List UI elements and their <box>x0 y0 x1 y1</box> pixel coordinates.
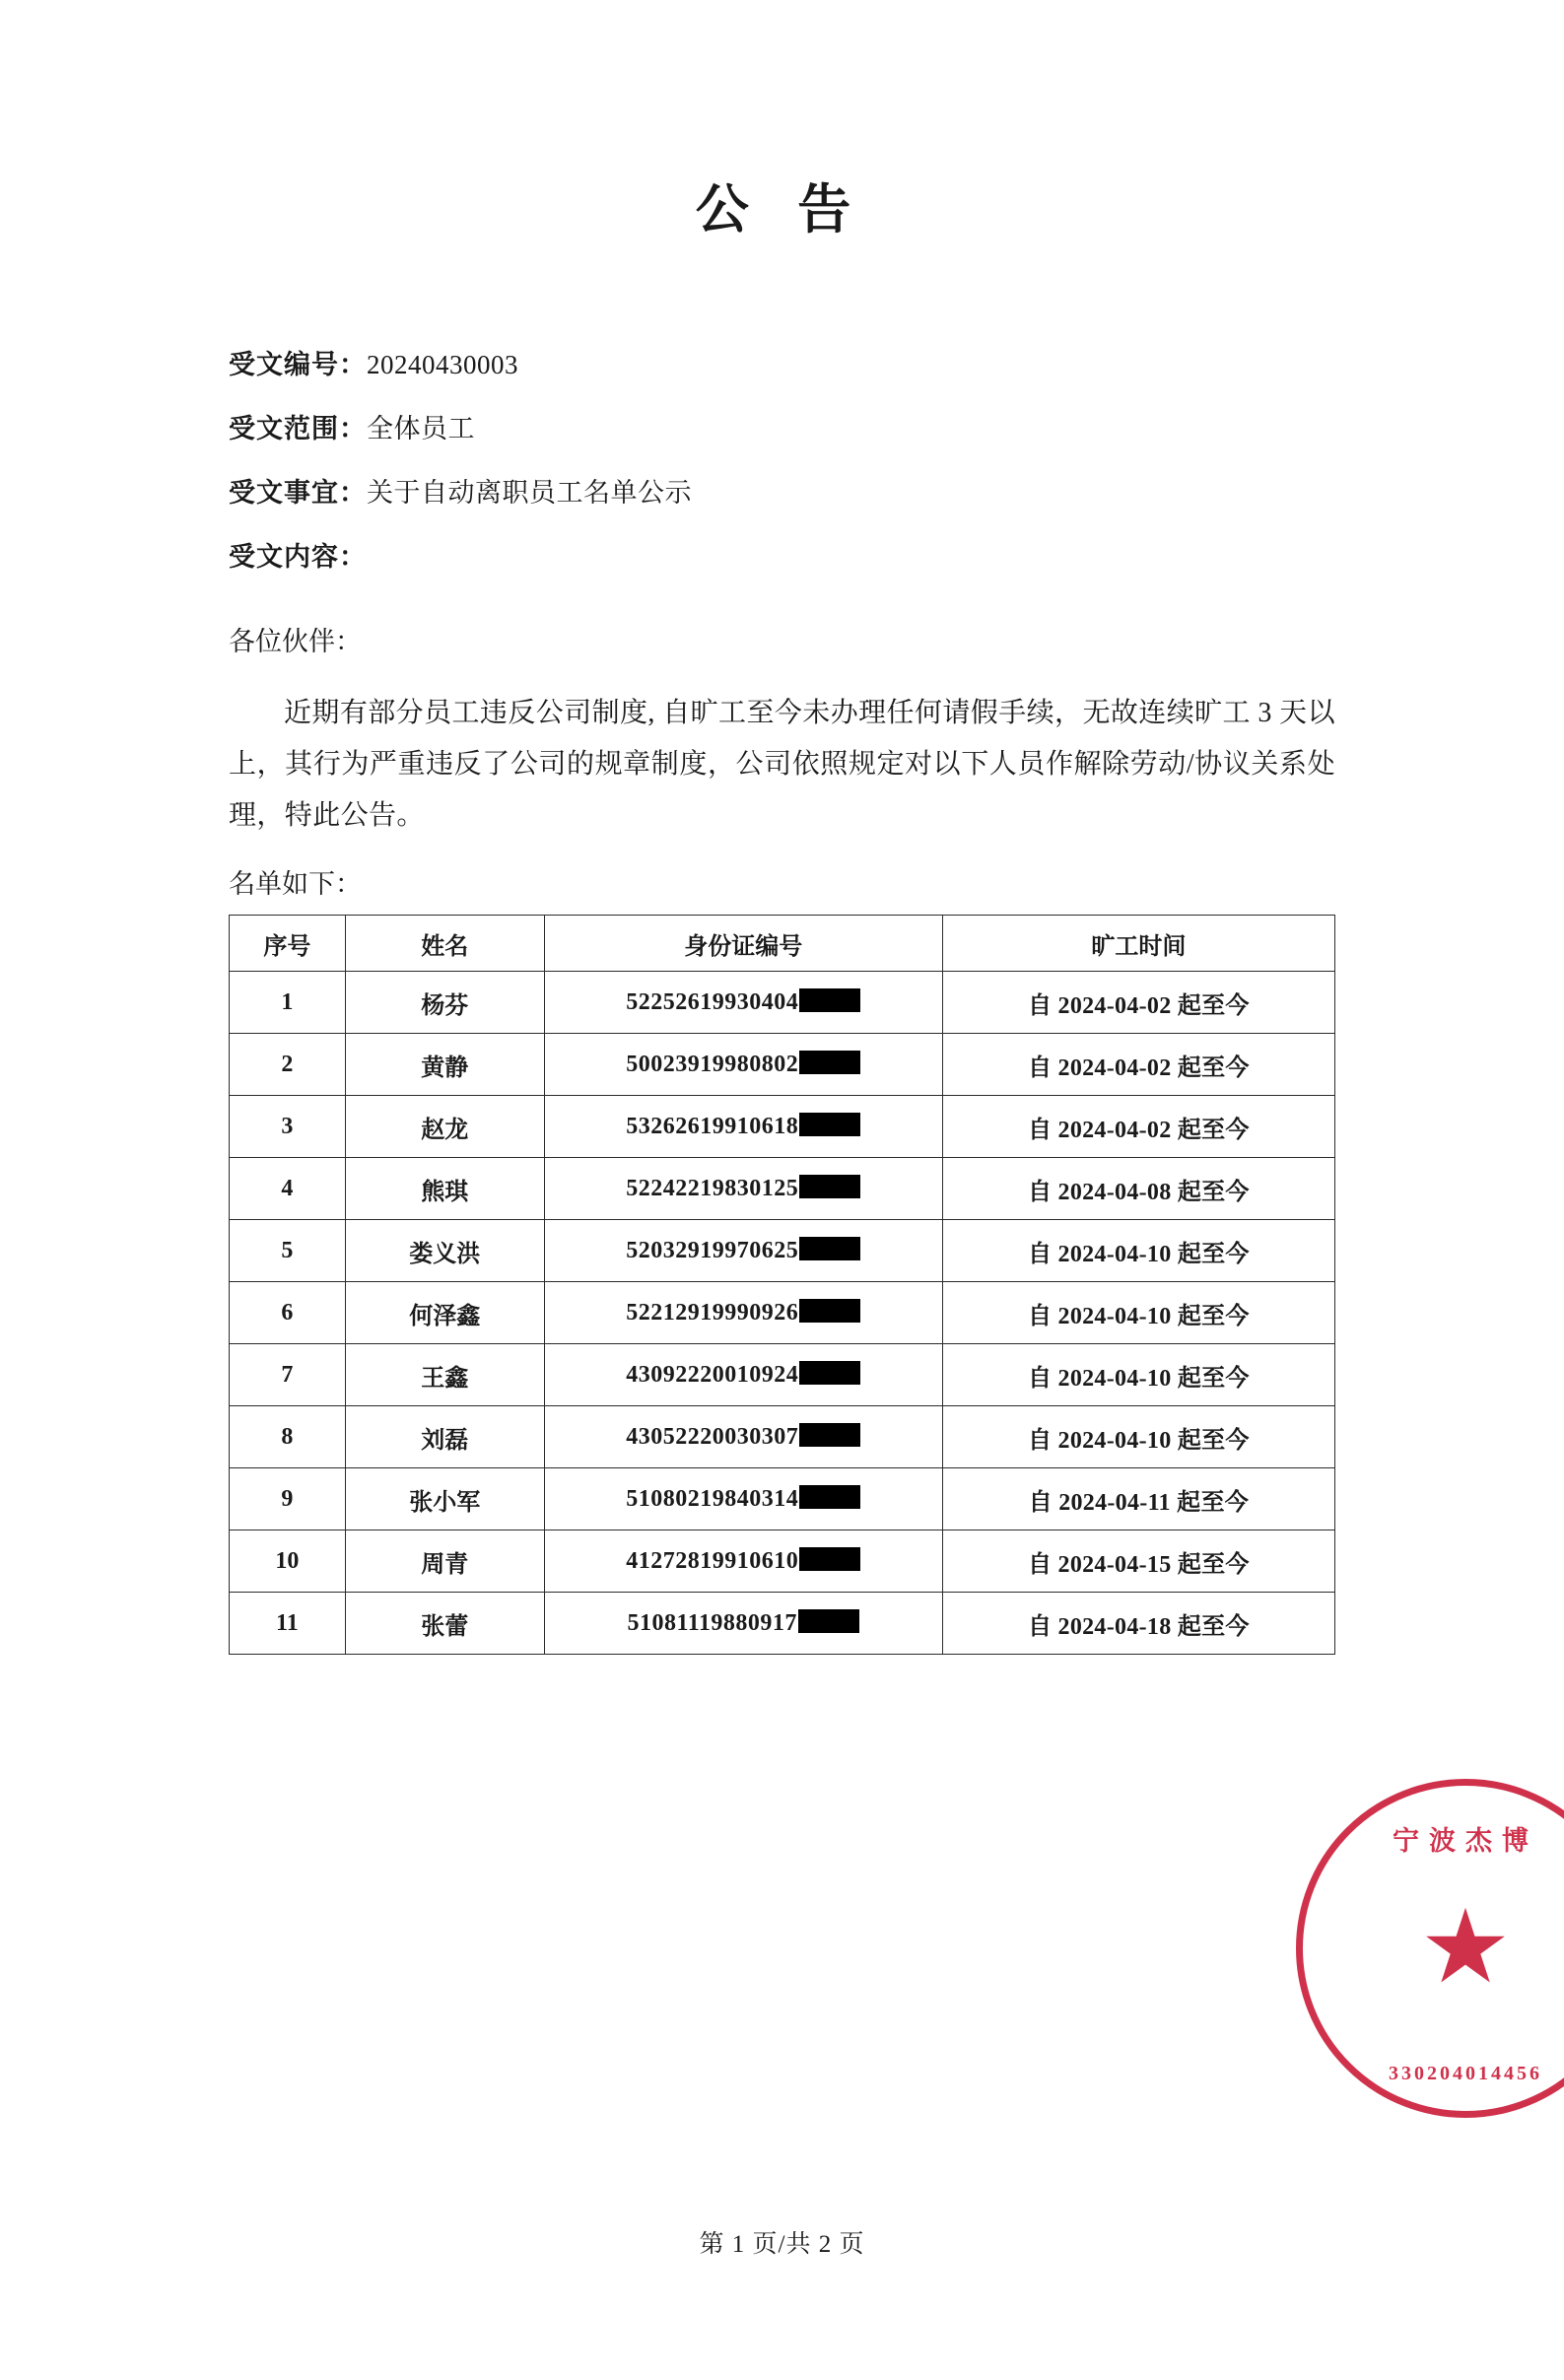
cell-date: 自 2024-04-10 起至今 <box>942 1220 1334 1282</box>
meta-value-subject: 关于自动离职员工名单公示 <box>367 478 692 508</box>
redaction-bar <box>799 1361 860 1385</box>
cell-id <box>544 972 942 1034</box>
cell-index: 8 <box>230 1406 346 1468</box>
cell-id <box>544 1220 942 1282</box>
cell-id-text: 52032919970625 <box>626 1238 799 1264</box>
cell-id <box>544 1344 942 1406</box>
table-row <box>230 1468 1335 1530</box>
cell-name: 娄义洪 <box>345 1220 544 1282</box>
redaction-bar <box>798 1609 859 1633</box>
cell-index: 5 <box>230 1220 346 1282</box>
cell-index: 1 <box>230 972 346 1034</box>
table-row <box>230 1034 1335 1096</box>
cell-date: 自 2024-04-10 起至今 <box>942 1282 1334 1344</box>
cell-index: 4 <box>230 1158 346 1220</box>
table-row <box>230 1344 1335 1406</box>
cell-index: 2 <box>230 1034 346 1096</box>
table-row <box>230 972 1335 1034</box>
meta-label-content: 受文内容： <box>229 542 367 572</box>
page-footer: 第 1 页/共 2 页 <box>699 2231 865 2258</box>
table-row <box>230 1406 1335 1468</box>
cell-name: 杨芬 <box>345 972 544 1034</box>
table-row <box>230 1282 1335 1344</box>
cell-id-text: 50023919980802 <box>626 1052 799 1078</box>
table-header-row <box>230 916 1335 972</box>
cell-id <box>544 1034 942 1096</box>
table-row <box>230 1158 1335 1220</box>
table-header-index: 序号 <box>230 916 346 972</box>
cell-name: 张蕾 <box>345 1593 544 1655</box>
cell-id-text: 52242219830125 <box>626 1176 799 1202</box>
meta-label-subject: 受文事宜： <box>229 478 367 508</box>
redaction-bar <box>799 1175 860 1198</box>
page-title: 公 告 <box>695 180 869 239</box>
cell-date: 自 2024-04-08 起至今 <box>942 1158 1334 1220</box>
meta-row-subject <box>229 480 1335 507</box>
meta-label-scope: 受文范围： <box>229 414 367 443</box>
cell-id-text: 41272819910610 <box>626 1548 799 1575</box>
cell-id <box>544 1593 942 1655</box>
redaction-bar <box>799 1113 860 1136</box>
redaction-bar <box>799 1051 860 1074</box>
redaction-bar <box>799 1299 860 1323</box>
cell-id <box>544 1530 942 1593</box>
salutation: 各位伙伴： <box>229 627 362 656</box>
cell-name: 王鑫 <box>345 1344 544 1406</box>
cell-id-text: 53262619910618 <box>626 1114 799 1140</box>
table-row <box>230 1593 1335 1655</box>
seal-top-text: 宁波杰博 <box>1393 1826 1538 1856</box>
table-row <box>230 1096 1335 1158</box>
redaction-bar <box>799 1237 860 1260</box>
cell-index: 11 <box>230 1593 346 1655</box>
table-row <box>230 1220 1335 1282</box>
cell-id-text: 52212919990926 <box>626 1300 799 1326</box>
cell-date: 自 2024-04-10 起至今 <box>942 1344 1334 1406</box>
cell-id-text: 51081119880917 <box>627 1610 797 1637</box>
redaction-bar <box>799 1423 860 1447</box>
cell-index: 3 <box>230 1096 346 1158</box>
meta-block <box>229 352 1335 571</box>
star-icon: ★ <box>1419 1891 1512 2005</box>
meta-label-number: 受文编号： <box>229 350 367 379</box>
cell-date: 自 2024-04-15 起至今 <box>942 1530 1334 1593</box>
cell-date: 自 2024-04-02 起至今 <box>942 972 1334 1034</box>
company-seal-stamp <box>1296 1779 1564 2118</box>
seal-inner <box>1303 1786 1564 2111</box>
body-paragraph: 近期有部分员工违反公司制度, 自旷工至今未办理任何请假手续，无故连续旷工 3 天以上，其行为严重违反了公司的规章制度，公司依照规定对以下人员作解除劳动/协议关系处理，特此公告。 <box>229 698 1335 831</box>
cell-id-text: 43092220010924 <box>626 1362 799 1389</box>
cell-name: 何泽鑫 <box>345 1282 544 1344</box>
meta-value-number: 20240430003 <box>367 350 518 379</box>
table-header-id: 身份证编号 <box>544 916 942 972</box>
seal-bottom-text: 330204014456 <box>1389 2063 1542 2084</box>
cell-id <box>544 1158 942 1220</box>
table-row <box>230 1530 1335 1593</box>
cell-name: 熊琪 <box>345 1158 544 1220</box>
redaction-bar <box>799 1485 860 1509</box>
meta-row-number <box>229 352 1335 378</box>
cell-index: 10 <box>230 1530 346 1593</box>
cell-date: 自 2024-04-02 起至今 <box>942 1096 1334 1158</box>
cell-id-text: 43052220030307 <box>626 1424 799 1451</box>
cell-id <box>544 1406 942 1468</box>
meta-row-scope <box>229 416 1335 442</box>
cell-name: 赵龙 <box>345 1096 544 1158</box>
cell-date: 自 2024-04-11 起至今 <box>942 1468 1334 1530</box>
cell-id-text: 51080219840314 <box>626 1486 799 1513</box>
cell-id <box>544 1282 942 1344</box>
cell-id <box>544 1096 942 1158</box>
redaction-bar <box>799 988 860 1012</box>
cell-index: 9 <box>230 1468 346 1530</box>
cell-date: 自 2024-04-02 起至今 <box>942 1034 1334 1096</box>
cell-id <box>544 1468 942 1530</box>
cell-index: 7 <box>230 1344 346 1406</box>
cell-date: 自 2024-04-18 起至今 <box>942 1593 1334 1655</box>
redaction-bar <box>799 1547 860 1571</box>
document-page <box>0 168 1564 2380</box>
meta-row-content <box>229 544 1335 571</box>
table-header-date: 旷工时间 <box>942 916 1334 972</box>
list-label: 名单如下： <box>229 869 362 900</box>
cell-name: 黄静 <box>345 1034 544 1096</box>
cell-index: 6 <box>230 1282 346 1344</box>
cell-name: 周青 <box>345 1530 544 1593</box>
meta-value-scope: 全体员工 <box>367 414 475 443</box>
cell-id-text: 52252619930404 <box>626 989 799 1016</box>
cell-name: 张小军 <box>345 1468 544 1530</box>
table-header-name: 姓名 <box>345 916 544 972</box>
absentee-table <box>229 915 1335 1655</box>
cell-name: 刘磊 <box>345 1406 544 1468</box>
cell-date: 自 2024-04-10 起至今 <box>942 1406 1334 1468</box>
